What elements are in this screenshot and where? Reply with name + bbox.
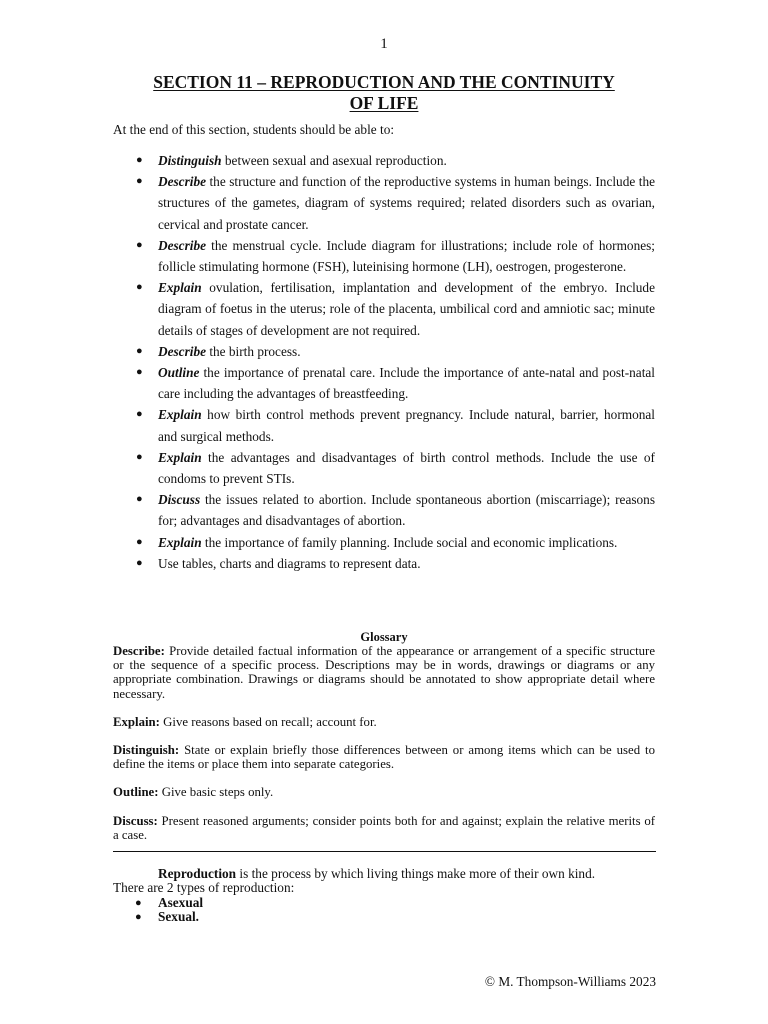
reproduction-type-label: Asexual <box>158 894 204 910</box>
reproduction-definition <box>113 867 658 881</box>
objective-verb: Explain <box>158 280 202 296</box>
glossary-term: Describe: <box>113 644 165 658</box>
objective-item <box>0 235 655 277</box>
glossary-entry <box>113 715 655 729</box>
bullet-icon: ● <box>136 408 143 421</box>
objective-text: the structure and function of the reproductive systems in human beings. Include the structures of the gametes, diagram of systems required; related disorders such as ovarian, cervical and prostate cancer. <box>158 174 655 232</box>
objective-verb: Describe <box>158 343 206 359</box>
glossary-definition: Give basic steps only. <box>158 785 274 800</box>
objective-verb: Describe <box>158 174 206 190</box>
glossary-entry <box>113 785 655 799</box>
bullet-icon: ● <box>136 175 143 188</box>
reproduction-definition-text: is the process by which living things make more of their own kind. <box>236 866 596 881</box>
divider <box>113 851 656 852</box>
objective-verb: Explain <box>158 407 202 423</box>
bullet-icon: ● <box>136 344 143 357</box>
objective-text: the importance of prenatal care. Include the importance of ante-natal and post-natal care including the advantages of breastfeeding. <box>158 365 655 402</box>
objective-verb: Explain <box>158 534 202 550</box>
objectives-list <box>0 150 768 574</box>
reproduction-section <box>113 867 658 925</box>
objective-item <box>0 553 655 574</box>
objective-item <box>0 341 655 362</box>
glossary-heading: Glossary <box>360 630 408 644</box>
bullet-icon: ● <box>136 450 143 463</box>
glossary-entry <box>113 644 655 701</box>
objective-item <box>0 150 655 171</box>
objective-verb: Outline <box>158 365 200 381</box>
bullet-icon: ● <box>135 911 142 924</box>
glossary-definition: Provide detailed factual information of the appearance or arrangement of a specific structure or the sequence of a specific process. Descriptions may be in words, drawings or diagrams or any appropriate combination. Drawings or diagrams should be annotated to show appropriate detail where necessary. <box>113 644 655 701</box>
bullet-icon: ● <box>136 535 143 548</box>
glossary-entry <box>113 743 655 771</box>
objective-item <box>0 404 655 446</box>
objective-verb: Discuss <box>158 492 201 508</box>
reproduction-type-item <box>113 896 658 910</box>
objective-text: the importance of family planning. Include social and economic implications. <box>201 534 618 550</box>
objective-text: how birth control methods prevent pregnancy. Include natural, barrier, hormonal and surgical methods. <box>158 407 655 444</box>
copyright-footer: © M. Thompson-Williams 2023 <box>484 974 656 989</box>
bullet-icon: ● <box>136 281 143 294</box>
objective-item <box>0 489 655 531</box>
reproduction-type-label: Sexual. <box>158 909 200 925</box>
glossary-term: Explain: <box>113 714 160 729</box>
glossary-definition: State or explain briefly those differences between or among items which can be used to define the items or place them into separate categories. <box>113 743 655 772</box>
reproduction-types-intro: There are 2 types of reproduction: <box>113 880 295 896</box>
objective-verb: Describe <box>158 237 206 253</box>
objective-item <box>0 532 655 553</box>
section-title-line1: SECTION 11 – REPRODUCTION AND THE CONTINUITY <box>153 72 615 92</box>
glossary-term: Discuss: <box>113 813 158 828</box>
objective-text: the menstrual cycle. Include diagram for illustrations; include role of hormones; follicle stimulating hormone (FSH), luteinising hormone (LH), oestrogen, progesterone. <box>158 237 655 275</box>
reproduction-type-item <box>113 910 658 924</box>
objective-text: the advantages and disadvantages of birth control methods. Include the use of condoms to prevent STIs. <box>158 449 655 487</box>
intro-text: At the end of this section, students should be able to: <box>113 122 395 137</box>
objective-item <box>0 277 655 341</box>
section-title-line2: OF LIFE <box>349 93 419 113</box>
objective-item <box>0 362 655 404</box>
objective-text: between sexual and asexual reproduction. <box>221 153 447 168</box>
objective-text: Use tables, charts and diagrams to represent data. <box>158 555 421 571</box>
glossary-definition: Give reasons based on recall; account for. <box>159 714 377 729</box>
glossary-term: Outline: <box>113 785 159 800</box>
glossary-definition: Present reasoned arguments; consider points both for and against; explain the relative merits of a case. <box>113 813 655 842</box>
objective-verb: Explain <box>158 449 202 465</box>
objective-text: ovulation, fertilisation, implantation and development of the embryo. Include diagram of foetus in the uterus; role of the placenta, umbilical cord and amniotic sac; minute details of stages of development are not required. <box>158 280 655 338</box>
bullet-icon: ● <box>136 154 143 166</box>
glossary <box>113 644 655 856</box>
reproduction-term: Reproduction <box>158 866 237 881</box>
objective-text: the issues related to abortion. Include spontaneous abortion (miscarriage); reasons for; advantages and disadvantages of abortion. <box>158 492 655 529</box>
objective-item <box>0 171 655 235</box>
bullet-icon: ● <box>135 896 142 909</box>
bullet-icon: ● <box>136 366 143 379</box>
bullet-icon: ● <box>136 238 143 251</box>
objective-text: the birth process. <box>206 343 301 359</box>
objective-verb: Distinguish <box>158 153 222 168</box>
glossary-term: Distinguish: <box>113 743 180 758</box>
page-number: 1 <box>380 36 388 52</box>
section-title <box>110 72 658 114</box>
reproduction-types-list <box>113 896 658 925</box>
bullet-icon: ● <box>136 556 143 569</box>
objective-item <box>0 447 655 489</box>
glossary-entry <box>113 814 655 842</box>
bullet-icon: ● <box>136 493 143 506</box>
